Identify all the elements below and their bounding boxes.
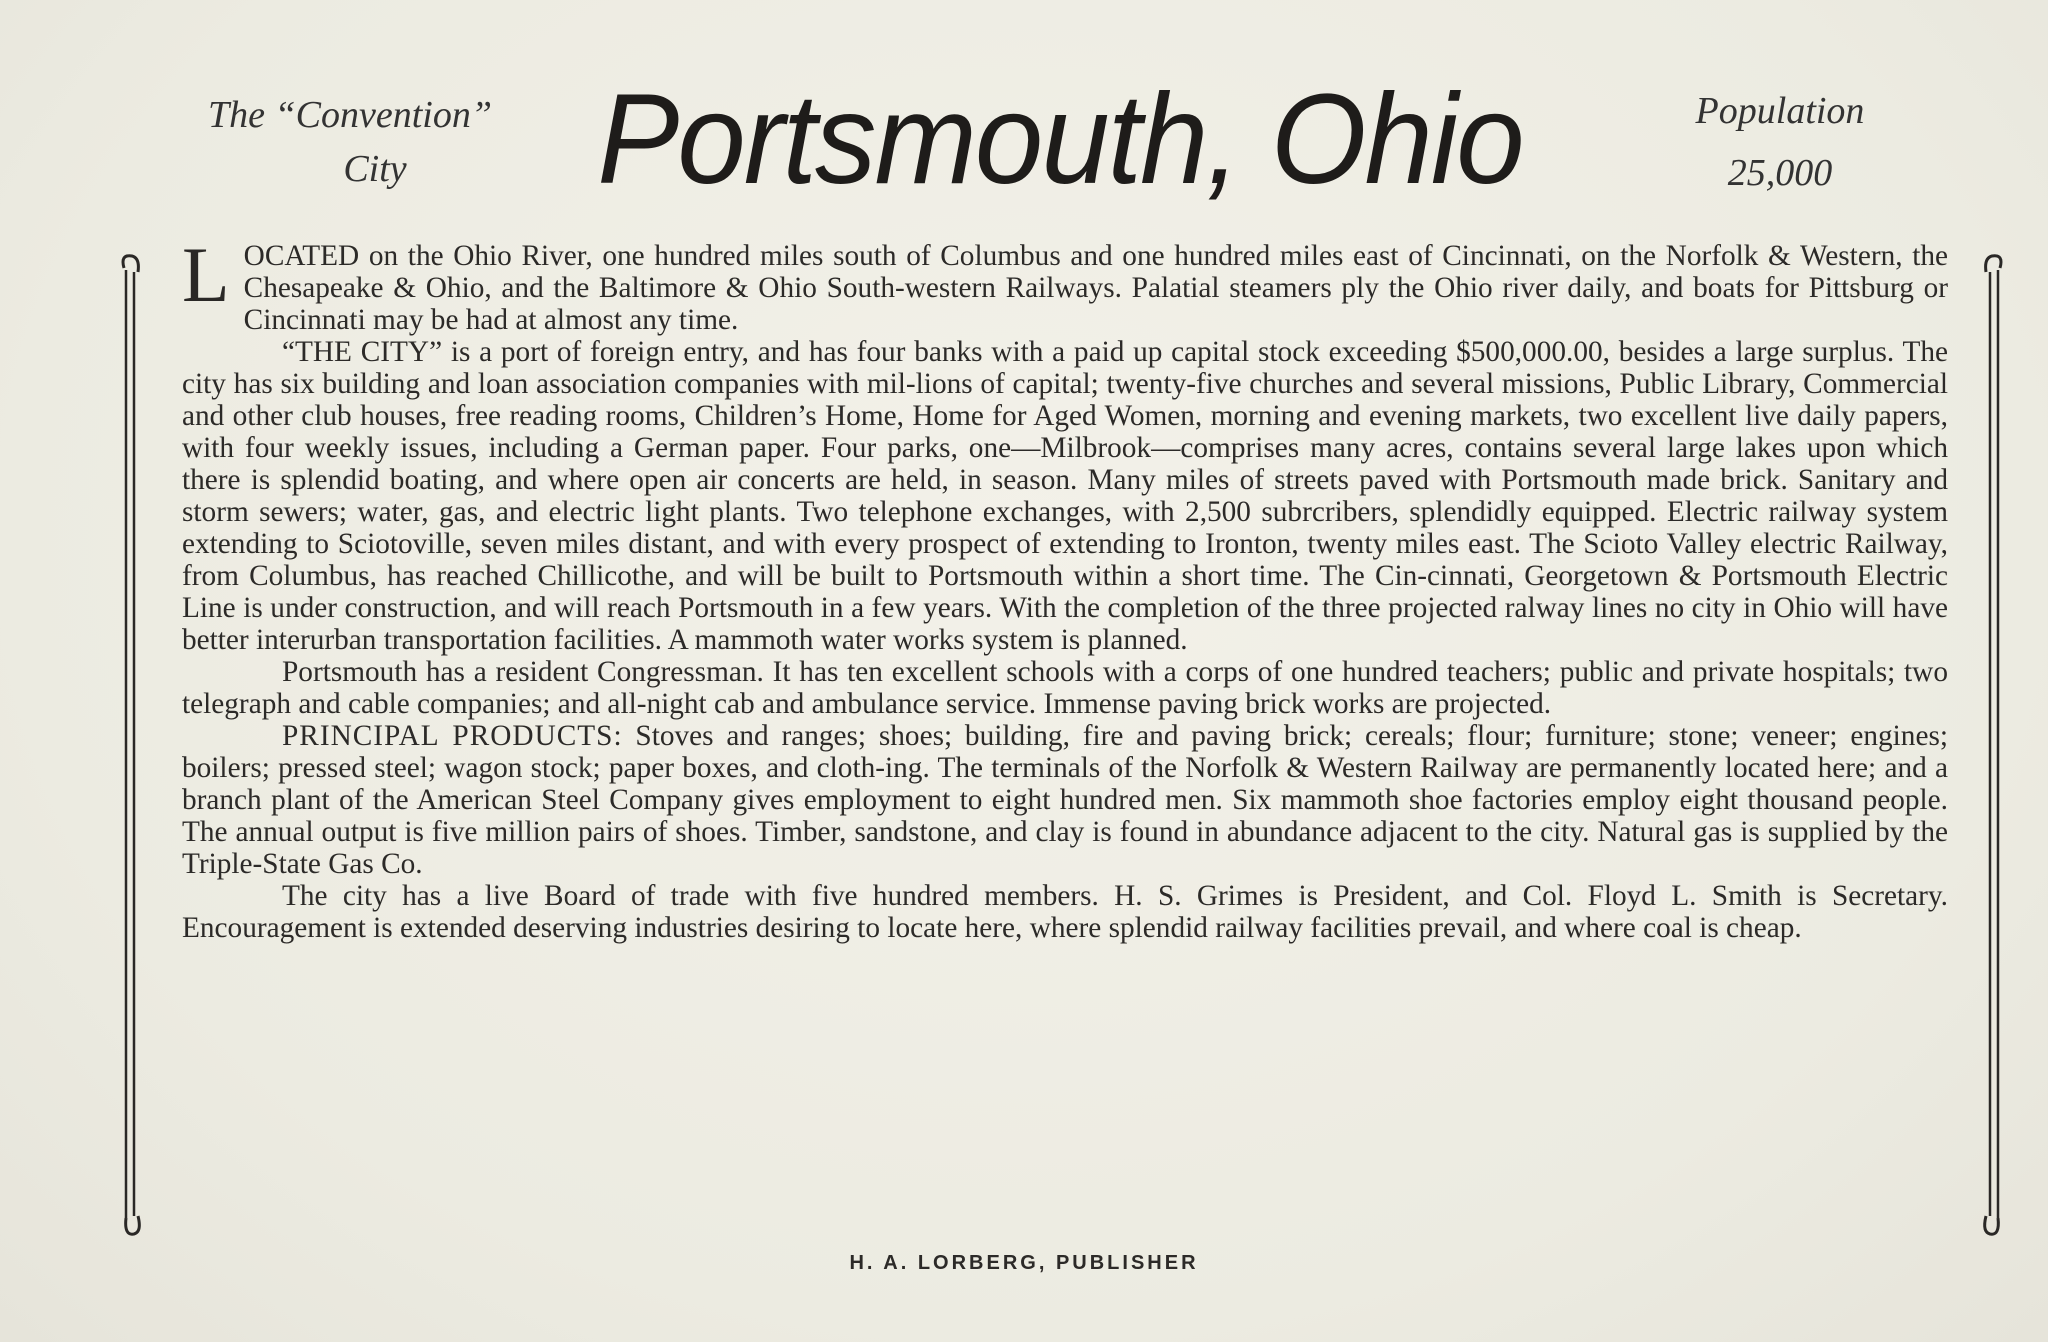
principal-products-text: Stoves and ranges; shoes; building, fire and paving brick; cereals; flour; furniture; stone; veneer; engines; boilers; pressed steel; wagon stock; paper boxes, and cloth-ing. The terminals of the Norfolk & Western Railway are permanently located here; and a branch plant of the American Steel Company gives employment to eight hundred men. Six mammoth shoe factories employ eight thousand people. The annual output is five million pairs of shoes. Timber, sandstone, and clay is found in abundance adjacent to the city. Natural gas is supplied by the Triple-State Gas Co. [182,720,1948,880]
article-body [182,231,1948,1240]
population-value: 25,000 [1727,152,1833,194]
publisher-credit: H. A. LORBERG, PUBLISHER [849,1252,1199,1274]
subtitle-convention-city [150,88,550,196]
page-title: Portsmouth, Ohio [597,68,1523,211]
paragraph-board-of-trade: The city has a live Board of trade with five hundred members. H. S. Grimes is President, and Col. Floyd L. Smith is Secretary. Encouragement is extended deserving industries desiring to locate here, where splendid railway facilities prevail, and where coal is cheap. [182,880,1948,944]
paragraph-congressman: Portsmouth has a resident Congressman. It has ten excellent schools with a corps of one hundred teachers; public and private hospitals; two telegraph and cable companies; and all-night cab and ambulance service. Immense paving brick works are projected. [182,656,1948,720]
population-block [1640,80,1920,204]
population-label: Population [1695,90,1865,132]
left-ornamental-bracket [118,250,144,1240]
paragraph-principal-products [182,720,1948,880]
paragraph-location-text: OCATED on the Ohio River, one hundred miles south of Columbus and one hundred miles east of Cincinnati, on the Norfolk & Western, the Chesapeake & Ohio, and the Baltimore & Ohio South-western Railways. Palatial steamers ply the Ohio river daily, and boats for Pittsburg or Cincinnati may be had at almost any time. [243,240,1948,336]
paragraph-the-city: “THE CITY” is a port of foreign entry, and has four banks with a paid up capital stock exceeding $500,000.00, besides a large surplus. The city has six building and loan association companies with mil-lions of capital; twenty-five churches and several missions, Public Library, Commercial and other club houses, free reading rooms, Children’s Home, Home for Aged Women, morning and evening markets, two excellent live daily papers, with four weekly issues, including a German paper. Four parks, one—Milbrook—comprises many acres, contains several large lakes upon which there is splendid boating, and where open air concerts are held, in season. Many miles of streets paved with Portsmouth made brick. Sanitary and storm sewers; water, gas, and electric light plants. Two telephone exchanges, with 2,500 subrcribers, splendidly equipped. Electric railway system extending to Sciotoville, seven miles distant, and with every prospect of extending to Ironton, twenty miles east. The Scioto Valley electric Railway, from Columbus, has reached Chillicothe, and will be built to Portsmouth within a short time. The Cin-cinnati, Georgetown & Portsmouth Electric Line is under construction, and will reach Portsmouth in a few years. With the completion of the three projected ralway lines no city in Ohio will have better interurban transportation facilities. A mammoth water works system is planned. [182,336,1948,656]
drop-cap: L [182,231,230,318]
paragraph-location [182,231,1948,336]
right-ornamental-bracket [1980,250,2006,1240]
subtitle-line-2: City [343,148,407,190]
subtitle-line-1: The “Convention” [208,94,492,136]
principal-products-heading: PRINCIPAL PRODUCTS: [282,720,623,752]
